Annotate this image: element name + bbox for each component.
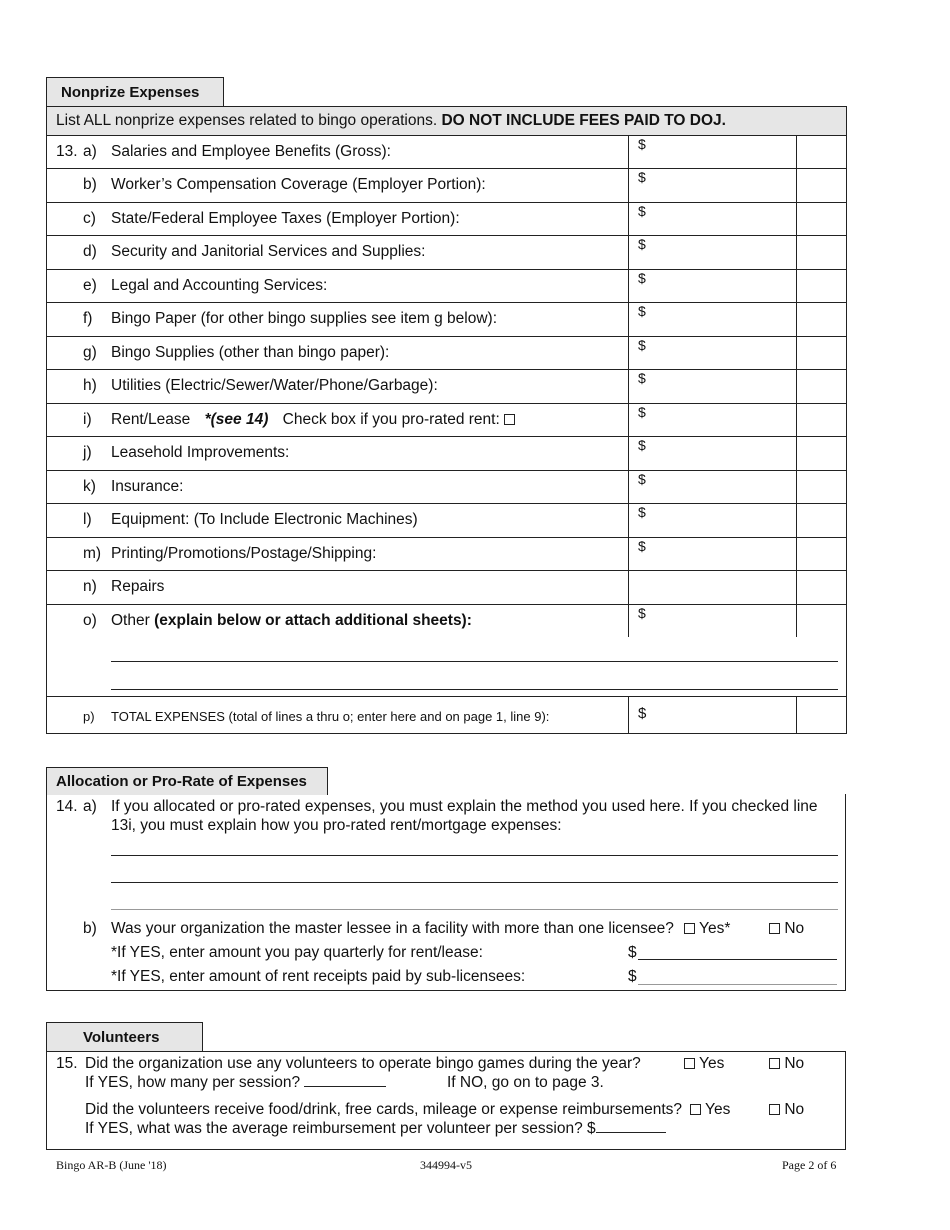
volunteers-no-checkbox[interactable] (769, 1058, 780, 1069)
amount-field-13e[interactable]: $ (638, 270, 646, 286)
reimbursement-yes: Yes (690, 1101, 730, 1119)
amount-field-13o[interactable]: $ (638, 605, 646, 621)
quarterly-rent-field[interactable] (638, 959, 837, 960)
prorated-rent-checkbox[interactable] (504, 414, 515, 425)
volunteers-no-note: If NO, go on to page 3. (447, 1074, 604, 1091)
row-label-leasehold: Leasehold Improvements: (111, 444, 290, 461)
amount-column-right (796, 135, 797, 637)
reimbursement-yes-checkbox[interactable] (690, 1104, 701, 1115)
row-label-other-bold: (explain below or attach additional sheets): (154, 612, 472, 629)
row-label-other: Other (explain below or attach additional sheets): (111, 612, 472, 629)
row-letter: a) (83, 143, 97, 160)
row-letter: b) (83, 176, 97, 193)
amount-field-13h[interactable]: $ (638, 370, 646, 386)
amount-field-13c[interactable]: $ (638, 203, 646, 219)
volunteers-question: Did the organization use any volunteers to operate bingo games during the year? (85, 1055, 641, 1072)
instruction-text: List ALL nonprize expenses related to bingo operations. DO NOT INCLUDE FEES PAID TO DOJ. (56, 112, 726, 129)
average-reimbursement-field[interactable] (596, 1132, 666, 1133)
volunteers-yes-checkbox[interactable] (684, 1058, 695, 1069)
row-letter: l) (83, 511, 92, 528)
line-number-15: 15. (56, 1055, 78, 1072)
allocation-question-line2: 13i, you must explain how you pro-rated rent/mortgage expenses: (111, 817, 562, 834)
row-label-repairs: Repairs (111, 578, 165, 595)
allocation-explanation-line[interactable] (111, 882, 838, 883)
row-label-insurance: Insurance: (111, 478, 184, 495)
row-letter: k) (83, 478, 96, 495)
row-label-bingo-supplies: Bingo Supplies (other than bingo paper): (111, 344, 390, 361)
volunteers-per-session: If YES, how many per session? (85, 1074, 386, 1092)
other-explanation-line[interactable] (111, 661, 838, 662)
row-label-salaries: Salaries and Employee Benefits (Gross): (111, 143, 391, 160)
row-letter: c) (83, 210, 96, 227)
row-label-legal-accounting: Legal and Accounting Services: (111, 277, 328, 294)
section-tab-nonprize-expenses: Nonprize Expenses (46, 77, 224, 107)
rent-note: *(see 14) (204, 411, 269, 428)
total-expenses-label: TOTAL EXPENSES (total of lines a thru o; enter here and on page 1, line 9): (111, 709, 550, 724)
allocation-explanation-line[interactable] (111, 909, 838, 910)
total-expenses-field[interactable]: $ (638, 705, 647, 722)
row-letter: h) (83, 377, 97, 394)
row-letter: i) (83, 411, 92, 428)
amount-field-13d[interactable]: $ (638, 236, 646, 252)
amount-field-13m[interactable]: $ (638, 538, 646, 554)
amount-field-13l[interactable]: $ (638, 504, 646, 520)
master-lessee-question: Was your organization the master lessee in a facility with more than one licensee? (111, 920, 674, 937)
row-label-bingo-paper: Bingo Paper (for other bingo supplies see item g below): (111, 310, 497, 327)
master-lessee-no: No (769, 920, 804, 938)
volunteers-yes: Yes (684, 1055, 724, 1073)
row-label-employee-taxes: State/Federal Employee Taxes (Employer Portion): (111, 210, 460, 227)
amount-field-13g[interactable]: $ (638, 337, 646, 353)
reimbursement-no-checkbox[interactable] (769, 1104, 780, 1115)
row-letter: o) (83, 612, 97, 629)
row-letter: n) (83, 578, 97, 595)
quarterly-rent-symbol: $ (628, 944, 637, 961)
row-letter: f) (83, 310, 93, 327)
volunteers-per-session-field[interactable] (304, 1086, 386, 1087)
amount-field-13f[interactable]: $ (638, 303, 646, 319)
row-letter: b) (83, 920, 97, 937)
footer-doc-number: 344994-v5 (420, 1158, 472, 1172)
amount-column-left (628, 135, 629, 637)
other-explanation-line[interactable] (111, 689, 838, 690)
row-letter: j) (83, 444, 92, 461)
row-label-printing: Printing/Promotions/Postage/Shipping: (111, 545, 377, 562)
footer-page-number: Page 2 of 6 (782, 1158, 837, 1172)
line-number-14: 14. (56, 798, 78, 815)
line-number-13: 13. (56, 143, 78, 160)
rent-checkbox-label: Check box if you pro-rated rent: (282, 411, 500, 428)
row-label-security-janitorial: Security and Janitorial Services and Supplies: (111, 243, 426, 260)
amount-field-13i[interactable]: $ (638, 404, 646, 420)
row-letter: m) (83, 545, 102, 562)
row-label-workers-comp: Worker’s Compensation Coverage (Employer Portion): (111, 176, 486, 193)
amount-field-13j[interactable]: $ (638, 437, 646, 453)
master-lessee-yes-checkbox[interactable] (684, 923, 695, 934)
reimbursement-no: No (769, 1101, 804, 1119)
amount-field-13a[interactable]: $ (638, 136, 646, 152)
allocation-explanation-line[interactable] (111, 855, 838, 856)
row-label-rent-lease: Rent/Lease *(see 14) Check box if you pro-rated rent: (111, 411, 515, 429)
section-tab-allocation: Allocation or Pro-Rate of Expenses (46, 767, 328, 795)
footer-form-id: Bingo AR-B (June '18) (56, 1158, 167, 1172)
allocation-question-line1: If you allocated or pro-rated expenses, you must explain the method you used here. If you checked line (111, 798, 818, 815)
row-label-equipment: Equipment: (To Include Electronic Machines) (111, 511, 418, 528)
master-lessee-yes: Yes* (684, 920, 730, 938)
volunteers-no: No (769, 1055, 804, 1073)
row-label-utilities: Utilities (Electric/Sewer/Water/Phone/Garbage): (111, 377, 438, 394)
instruction-bold: DO NOT INCLUDE FEES PAID TO DOJ. (441, 112, 726, 129)
sublicensee-rent-symbol: $ (628, 968, 637, 985)
row-letter: p) (83, 709, 95, 724)
average-reimbursement: If YES, what was the average reimbursement per volunteer per session? $ (85, 1120, 666, 1138)
row-letter: d) (83, 243, 97, 260)
section-tab-volunteers: Volunteers (46, 1022, 203, 1052)
row-letter: e) (83, 277, 97, 294)
row-letter: a) (83, 798, 97, 815)
master-lessee-no-checkbox[interactable] (769, 923, 780, 934)
reimbursement-question: Did the volunteers receive food/drink, free cards, mileage or expense reimbursements? (85, 1101, 683, 1118)
amount-field-13k[interactable]: $ (638, 471, 646, 487)
row-letter: g) (83, 344, 97, 361)
quarterly-rent-label: *If YES, enter amount you pay quarterly for rent/lease: (111, 944, 483, 961)
sublicensee-rent-field[interactable] (638, 984, 837, 985)
amount-field-13b[interactable]: $ (638, 169, 646, 185)
sublicensee-rent-label: *If YES, enter amount of rent receipts paid by sub-licensees: (111, 968, 526, 985)
